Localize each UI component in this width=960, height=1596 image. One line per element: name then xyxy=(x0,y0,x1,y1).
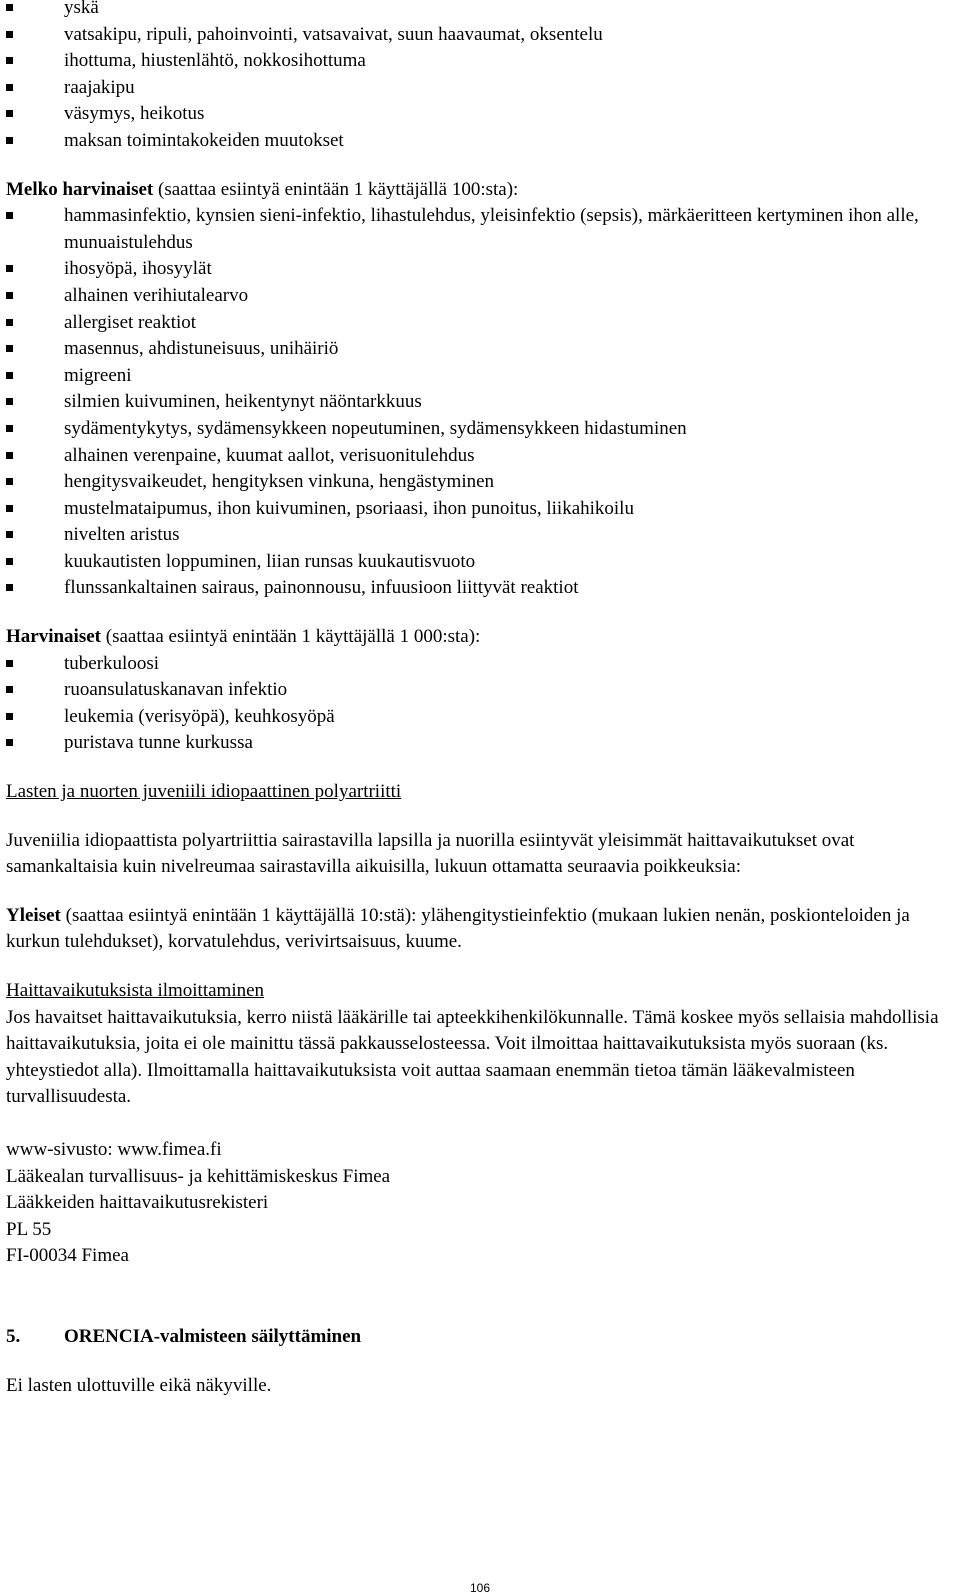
contact-line: Lääkealan turvallisuus- ja kehittämiskeskus Fimea xyxy=(6,1165,391,1187)
list-item: leukemia (verisyöpä), keuhkosyöpä xyxy=(6,704,951,731)
list-item: väsymys, heikotus xyxy=(6,101,951,128)
list-item: alhainen verenpaine, kuumat aallot, verisuonitulehdus xyxy=(6,443,951,470)
rare-heading: Harvinaiset (saattaa esiintyä enintään 1 käyttäjällä 1 000:sta): xyxy=(6,626,481,648)
section-5-heading: 5. ORENCIA-valmisteen säilyttäminen xyxy=(6,1325,362,1347)
page-number: 106 xyxy=(469,1581,491,1595)
list-item: migreeni xyxy=(6,363,951,390)
list-item: flunssankaltainen sairaus, painonnousu, infuusioon liittyvät reaktiot xyxy=(6,575,951,602)
list-item: ruoansulatuskanavan infektio xyxy=(6,677,951,704)
reporting-heading: Haittavaikutuksista ilmoittaminen xyxy=(6,980,265,1001)
jia-paragraph: Juveniilia idiopaattista polyartriittia sairastavilla lapsilla ja nuorilla esiintyvät yleisimmät haittavaikutukset ovat samankaltaisia kuin nivelreumaa sairastavilla aikuisilla, lukuun ottamatta seuraavia poikkeuksia: xyxy=(6,829,855,878)
list-item: masennus, ahdistuneisuus, unihäiriö xyxy=(6,336,951,363)
list-item: hammasinfektio, kynsien sieni-infektio, lihastulehdus, yleisinfektio (sepsis), märkäeritteen kertyminen ihon alle, munuaistulehdus xyxy=(6,203,951,256)
list-item: vatsakipu, ripuli, pahoinvointi, vatsavaivat, suun haavaumat, oksentelu xyxy=(6,22,951,49)
contact-website: www-sivusto: www.fimea.fi xyxy=(6,1138,222,1160)
contact-block xyxy=(6,1137,951,1270)
list-item: mustelmataipumus, ihon kuivuminen, psoriaasi, ihon punoitus, liikahikoilu xyxy=(6,496,951,523)
contact-line: PL 55 xyxy=(6,1218,52,1240)
uncommon-heading: Melko harvinaiset (saattaa esiintyä enintään 1 käyttäjällä 100:sta): xyxy=(6,178,519,200)
jia-heading: Lasten ja nuorten juveniili idiopaattinen polyartriitti xyxy=(6,781,402,803)
rare-effects-list xyxy=(6,651,951,757)
contact-line: FI-00034 Fimea xyxy=(6,1245,129,1267)
list-item: nivelten aristus xyxy=(6,522,951,549)
list-item: yskä xyxy=(6,0,951,22)
list-item: alhainen verihiutalearvo xyxy=(6,283,951,310)
common-effects-list xyxy=(6,0,951,155)
storage-paragraph: Ei lasten ulottuville eikä näkyville. xyxy=(6,1374,272,1396)
list-item: allergiset reaktiot xyxy=(6,310,951,337)
list-item: ihottuma, hiustenlähtö, nokkosihottuma xyxy=(6,48,951,75)
list-item: ihosyöpä, ihosyylät xyxy=(6,256,951,283)
uncommon-effects-list xyxy=(6,203,951,602)
list-item: puristava tunne kurkussa xyxy=(6,730,951,757)
list-item: maksan toimintakokeiden muutokset xyxy=(6,128,951,155)
reporting-paragraph: Jos havaitset haittavaikutuksia, kerro niistä lääkärille tai apteekkihenkilökunnalle. Tämä koskee myös sellaisia mahdollisia haittavaikutuksia, joita ei ole mainittu tässä pakkausselosteessa. Voit ilmoittaa haittavaikutuksista myös suoraan (ks. yhteystiedot alla). Ilmoittamalla haittavaikutuksista voit auttaa saamaan enemmän tietoa tämän lääkevalmisteen turvallisuudesta. xyxy=(6,1006,939,1108)
list-item: hengitysvaikeudet, hengityksen vinkuna, hengästyminen xyxy=(6,469,951,496)
list-item: kuukautisten loppuminen, liian runsas kuukautisvuoto xyxy=(6,549,951,576)
contact-line: Lääkkeiden haittavaikutusrekisteri xyxy=(6,1192,269,1214)
document-page xyxy=(6,0,951,1399)
list-item: sydämentykytys, sydämensykkeen nopeutuminen, sydämensykkeen hidastuminen xyxy=(6,416,951,443)
list-item: tuberkuloosi xyxy=(6,651,951,678)
list-item: silmien kuivuminen, heikentynyt näöntarkkuus xyxy=(6,389,951,416)
common-children-paragraph: Yleiset (saattaa esiintyä enintään 1 käyttäjällä 10:stä): ylähengitystieinfektio (mukaan lukien nenän, poskionteloiden ja kurkun tulehdukset), korvatulehdus, verivirtsaisuus, kuume. xyxy=(6,904,910,953)
list-item: raajakipu xyxy=(6,75,951,102)
